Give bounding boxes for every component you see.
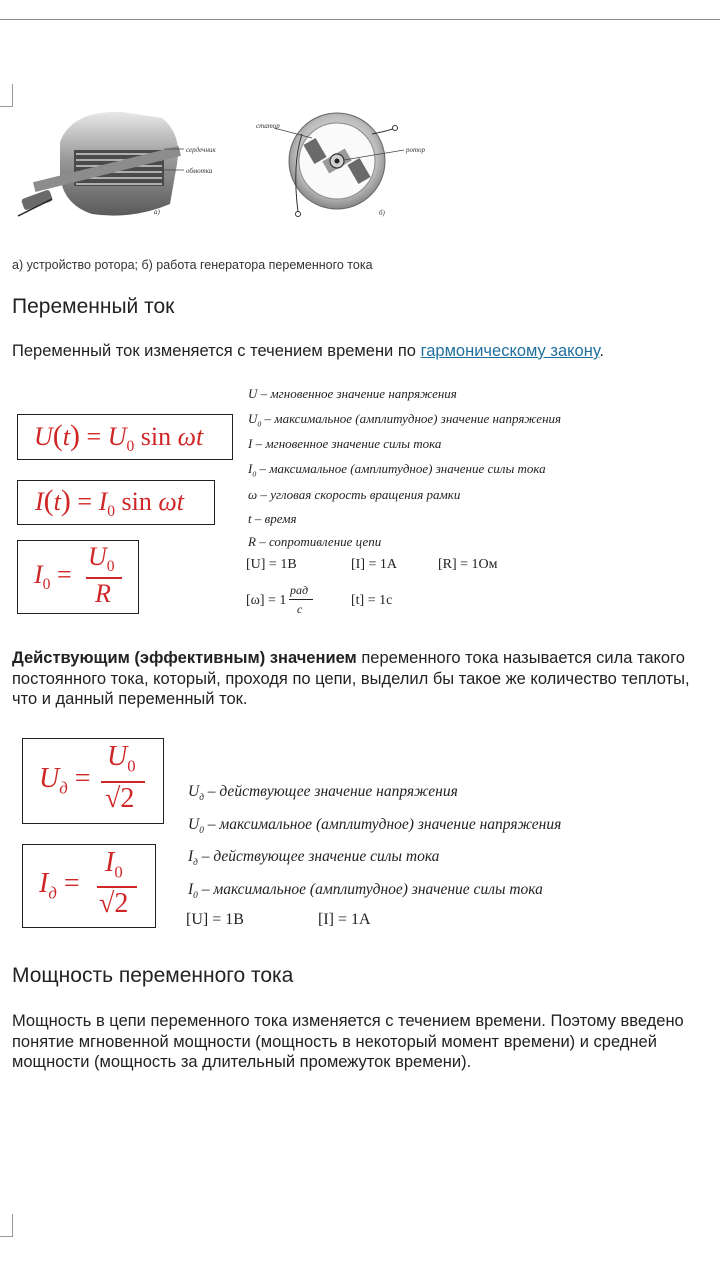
heading-alternating-current: Переменный ток (12, 295, 175, 318)
unit-resistance: [R] = 1Ом (438, 557, 498, 572)
current-formula: $I(t) = I_0$ sin ωt (35, 484, 184, 521)
unit-current: [I] = 1A (318, 911, 371, 928)
legend-item: $U_д$ – действующее значение напряжения (188, 783, 458, 804)
label-a: а) (154, 208, 160, 216)
unit-angular-denominator: с (297, 602, 303, 616)
unit-current: [I] = 1A (351, 557, 397, 572)
generator-drawing (256, 113, 426, 217)
effective-value-term: Действующим (эффективным) значением (12, 649, 357, 667)
generator-figure (12, 104, 432, 230)
effective-voltage-formula-box (22, 738, 164, 824)
paragraph-end: . (599, 342, 605, 360)
ohm-law-formula-box (17, 540, 139, 614)
effective-current-denominator: √2 (99, 888, 129, 919)
unit-time: [t] = 1с (351, 593, 393, 608)
unit-voltage: [U] = 1B (246, 557, 297, 572)
legend-item: $I_0$ – максимальное (амплитудное) значение силы тока (248, 461, 546, 479)
ohm-law-numerator: $U_0$ (88, 542, 115, 576)
unit-angular-numerator: рад (290, 583, 309, 597)
voltage-formula-box (17, 414, 233, 460)
legend-item: ω – угловая скорость вращения рамки (248, 487, 461, 502)
harmonic-law-paragraph (12, 341, 718, 362)
heading-ac-power: Мощность переменного тока (12, 964, 294, 987)
ohm-law-lhs: $I_0$ = (34, 560, 72, 594)
legend-item: t – время (248, 511, 297, 526)
unit-angular-velocity: [ω] = 1 (246, 593, 287, 608)
ac-power-paragraph: Мощность в цепи переменного тока изменяется с течением времени. Поэтому введено понятие мгновенной мощности (мощность в некоторый момент времени) и средней мощности (мощность за длительный промежуток времени). (12, 1012, 684, 1071)
effective-value-definition: переменного тока называется сила такого постоянного тока, который, проходя по цепи, выделил бы такое же количество теплоты, что и данный переменный ток. (12, 649, 690, 708)
voltage-formula: $U(t) = U_0$ sin ωt (34, 419, 204, 456)
core-label: сердечник (186, 146, 216, 154)
rotor-label: ротор (406, 146, 426, 154)
page-corner-mark (0, 1214, 13, 1237)
effective-voltage-numerator: $U_0$ (107, 741, 136, 776)
effective-current-lhs: $I_д$ = (39, 868, 80, 903)
paragraph-text: Переменный ток изменяется с течением времени по (12, 342, 421, 360)
effective-value-paragraph (12, 648, 718, 710)
legend-item: $U_0$ – максимальное (амплитудное) значение напряжения (248, 411, 562, 429)
effective-voltage-denominator: √2 (105, 783, 135, 814)
top-divider (0, 19, 720, 20)
legend-item: $U_0$ – максимальное (амплитудное) значение напряжения (188, 816, 562, 837)
ohm-law-denominator: R (95, 579, 111, 608)
effective-current-numerator: $I_0$ (105, 847, 123, 882)
current-formula-box (17, 480, 215, 525)
legend-item: R – сопротивление цепи (248, 534, 382, 549)
unit-fraction-bar (289, 599, 313, 600)
figure-caption: а) устройство ротора; б) работа генератора переменного тока (12, 258, 373, 272)
effective-current-formula-box (22, 844, 156, 928)
legend-item: $I_0$ – максимальное (амплитудное) значение силы тока (188, 881, 543, 902)
winding-label: обмотка (186, 167, 213, 175)
legend-item: I – мгновенное значение силы тока (248, 436, 442, 451)
label-b: б) (379, 209, 385, 217)
harmonic-law-link[interactable]: гармоническому закону (420, 342, 600, 360)
stator-label: статор (256, 122, 280, 130)
unit-voltage: [U] = 1B (186, 911, 244, 928)
rotor-drawing (18, 112, 216, 216)
legend-item: U – мгновенное значение напряжения (248, 386, 457, 401)
legend-item: $I_д$ – действующее значение силы тока (188, 848, 440, 869)
effective-voltage-lhs: $U_д$ = (39, 763, 91, 798)
